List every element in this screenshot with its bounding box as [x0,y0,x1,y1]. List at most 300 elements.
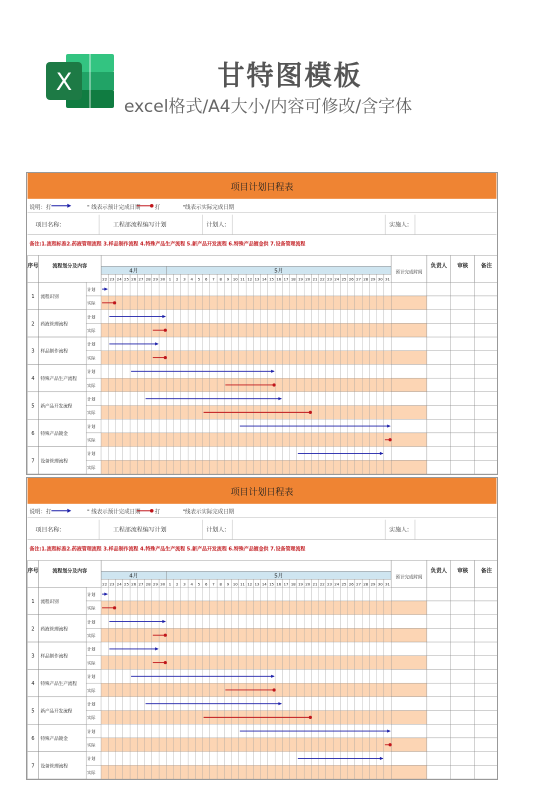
day-grid-cell [224,628,231,642]
day-grid-cell [311,642,318,656]
legend-actual-text: "线表示实际完成日期 [182,204,235,211]
day-grid-cell [188,765,195,779]
day-grid-cell [210,765,217,779]
task-name: 样品制作流程 [40,654,68,660]
day-grid-cell [123,656,130,670]
expected-header-cell [391,255,427,282]
day-grid-cell [282,615,289,629]
day-grid-cell [355,711,362,725]
expected-cell [391,628,427,642]
day-grid-cell [217,752,224,766]
expected-cell [391,656,427,670]
day-grid-cell [232,615,239,629]
day-grid-cell [239,351,246,365]
day-grid-cell [166,406,173,420]
day-grid-cell [355,392,362,406]
day-grid-cell [377,669,384,683]
day-grid-cell [116,656,123,670]
day-grid-cell [101,378,108,392]
day-grid-cell [311,587,318,601]
day-grid-cell [116,282,123,296]
side-cell [475,310,497,324]
day-label: 28 [363,277,369,282]
side-cell [427,351,451,365]
side-cell [475,406,497,420]
day-grid-cell [210,351,217,365]
day-grid-cell [232,447,239,461]
day-grid-cell [290,765,297,779]
day-label: 27 [138,582,144,587]
day-grid-cell [232,587,239,601]
day-grid-cell [268,433,275,447]
day-label: 26 [348,582,354,587]
day-label: 17 [283,277,289,282]
day-grid-cell [181,656,188,670]
day-grid-cell [145,419,152,433]
day-label: 30 [160,582,166,587]
actual-dot [164,661,167,664]
day-grid-cell [145,282,152,296]
plan-type-label: 计划 [87,756,96,762]
day-grid-cell [275,296,282,310]
day-grid-cell [188,323,195,337]
day-grid-cell [116,460,123,474]
day-grid-cell [275,656,282,670]
day-grid-cell [261,752,268,766]
day-grid-cell [130,738,137,752]
plan-type-label: 计划 [87,728,96,734]
day-grid-cell [232,765,239,779]
day-grid-cell [101,460,108,474]
day-grid-cell [159,752,166,766]
day-grid-cell [203,378,210,392]
day-grid-cell [123,628,130,642]
day-grid-cell [137,656,144,670]
day-grid-cell [253,601,260,615]
day-grid-cell [108,724,115,738]
day-grid-cell [174,310,181,324]
day-grid-cell [152,296,159,310]
day-grid-cell [290,601,297,615]
day-label: 16 [276,277,282,282]
svg-text:X: X [55,68,73,96]
day-grid-cell [282,738,289,752]
side-cell [427,697,451,711]
day-grid-cell [145,738,152,752]
day-label: 10 [232,277,238,282]
day-grid-cell [261,656,268,670]
day-grid-cell [333,615,340,629]
day-grid-cell [239,765,246,779]
day-grid-cell [210,282,217,296]
day-label: 2 [176,582,179,587]
day-grid-cell [319,433,326,447]
day-grid-cell [152,601,159,615]
day-grid-cell [239,447,246,461]
day-grid-cell [282,628,289,642]
day-grid-cell [232,282,239,296]
day-grid-cell [261,460,268,474]
day-grid-cell [217,296,224,310]
day-grid-cell [152,406,159,420]
day-grid-cell [174,351,181,365]
day-grid-cell [304,697,311,711]
day-grid-cell [275,282,282,296]
day-grid-cell [333,628,340,642]
plan-type-label: 计划 [87,451,96,457]
day-grid-cell [101,642,108,656]
day-grid-cell [275,601,282,615]
day-label: 23 [109,582,115,587]
day-grid-cell [159,296,166,310]
side-cell [475,433,497,447]
day-grid-cell [297,765,304,779]
day-grid-cell [232,433,239,447]
day-grid-cell [101,615,108,629]
day-grid-cell [224,642,231,656]
side-cell [427,738,451,752]
day-grid-cell [362,296,369,310]
day-grid-cell [210,683,217,697]
day-grid-cell [369,406,376,420]
side-cell [451,406,475,420]
day-grid-cell [152,460,159,474]
day-grid-cell [130,711,137,725]
actual-dot [273,688,276,691]
day-grid-cell [217,310,224,324]
day-grid-cell [116,419,123,433]
day-label: 21 [312,277,318,282]
day-grid-cell [108,711,115,725]
day-grid-cell [340,296,347,310]
month-label: 4月 [129,573,139,580]
day-label: 18 [290,582,296,587]
day-grid-cell [311,601,318,615]
plan-type-label: 计划 [87,674,96,680]
day-label: 25 [124,277,129,282]
day-grid-cell [116,296,123,310]
day-grid-cell [268,282,275,296]
day-grid-cell [152,587,159,601]
day-grid-cell [348,587,355,601]
actual-type-label: 实际 [87,464,96,470]
day-grid-cell [319,337,326,351]
day-label: 24 [116,277,122,282]
day-grid-cell [326,615,333,629]
day-grid-cell [282,601,289,615]
day-grid-cell [101,323,108,337]
day-grid-cell [355,683,362,697]
day-grid-cell [137,724,144,738]
legend-plan-text: " 线表示预计完成日期 [87,204,141,211]
day-grid-cell [217,460,224,474]
day-grid-cell [355,282,362,296]
day-grid-cell [116,587,123,601]
day-grid-cell [384,752,391,766]
day-grid-cell [311,433,318,447]
day-grid-cell [166,656,173,670]
day-label: 29 [153,582,158,587]
day-grid-cell [108,765,115,779]
day-grid-cell [123,601,130,615]
day-grid-cell [282,656,289,670]
day-grid-cell [377,296,384,310]
day-grid-cell [333,323,340,337]
task-no: 4 [31,376,35,383]
day-grid-cell [340,656,347,670]
day-grid-cell [152,282,159,296]
day-grid-cell [195,378,202,392]
day-grid-cell [333,642,340,656]
owner-header: 负责人 [430,263,448,270]
day-label: 23 [327,277,332,282]
day-grid-cell [239,587,246,601]
day-grid-cell [159,337,166,351]
day-grid-cell [333,337,340,351]
day-grid-cell [181,296,188,310]
day-grid-cell [123,697,130,711]
day-grid-cell [101,683,108,697]
gantt-header-bg [101,560,391,571]
day-label: 7 [212,582,215,587]
day-grid-cell [130,724,137,738]
side-cell [451,378,475,392]
day-grid-cell [239,296,246,310]
day-label: 31 [385,582,390,587]
day-grid-cell [311,310,318,324]
day-grid-cell [166,587,173,601]
actual-dot [389,743,392,746]
day-grid-cell [195,601,202,615]
day-grid-cell [340,601,347,615]
day-grid-cell [145,601,152,615]
day-grid-cell [181,419,188,433]
day-grid-cell [203,282,210,296]
day-grid-cell [333,460,340,474]
day-label: 18 [290,277,296,282]
day-grid-cell [369,738,376,752]
day-grid-cell [369,656,376,670]
day-grid-cell [297,615,304,629]
day-grid-cell [130,323,137,337]
day-grid-cell [195,433,202,447]
day-grid-cell [290,296,297,310]
day-grid-cell [348,642,355,656]
side-cell [475,628,497,642]
day-grid-cell [188,337,195,351]
day-grid-cell [123,433,130,447]
day-grid-cell [159,683,166,697]
actual-type-label: 实际 [87,410,96,416]
side-cell [475,351,497,365]
day-grid-cell [108,378,115,392]
day-grid-cell [116,601,123,615]
day-grid-cell [130,296,137,310]
day-grid-cell [123,406,130,420]
plan-type-label: 计划 [87,286,96,292]
day-grid-cell [304,738,311,752]
day-grid-cell [174,337,181,351]
day-grid-cell [159,724,166,738]
actual-type-label: 实际 [87,742,96,748]
day-grid-cell [319,310,326,324]
day-grid-cell [239,433,246,447]
day-grid-cell [304,364,311,378]
task-no: 3 [31,653,35,660]
day-grid-cell [326,738,333,752]
task-no: 4 [31,681,35,688]
day-grid-cell [384,323,391,337]
day-grid-cell [210,656,217,670]
day-grid-cell [282,697,289,711]
day-grid-cell [369,697,376,711]
day-grid-cell [232,724,239,738]
day-grid-cell [282,642,289,656]
day-grid-cell [130,433,137,447]
day-grid-cell [355,460,362,474]
day-grid-cell [384,447,391,461]
day-grid-cell [340,351,347,365]
day-label: 22 [319,582,325,587]
day-grid-cell [166,601,173,615]
day-grid-cell [195,752,202,766]
day-grid-cell [282,296,289,310]
day-grid-cell [145,296,152,310]
day-grid-cell [210,323,217,337]
task-name: 特殊产品镀金 [40,431,68,437]
day-label: 31 [385,277,390,282]
day-grid-cell [181,447,188,461]
day-grid-cell [137,323,144,337]
day-grid-cell [275,310,282,324]
day-label: 23 [327,582,332,587]
day-grid-cell [268,738,275,752]
day-grid-cell [137,419,144,433]
side-cell [427,296,451,310]
day-grid-cell [116,433,123,447]
day-grid-cell [174,323,181,337]
day-grid-cell [210,378,217,392]
day-grid-cell [152,378,159,392]
day-grid-cell [319,642,326,656]
day-grid-cell [239,656,246,670]
day-grid-cell [101,419,108,433]
day-grid-cell [297,364,304,378]
day-grid-cell [384,697,391,711]
day-label: 21 [312,582,318,587]
side-cell [451,323,475,337]
day-grid-cell [188,447,195,461]
day-grid-cell [224,587,231,601]
day-label: 29 [370,582,376,587]
day-grid-cell [355,296,362,310]
day-grid-cell [203,447,210,461]
actual-type-label: 实际 [87,327,96,333]
actual-dot [113,301,116,304]
day-label: 3 [183,582,186,587]
day-grid-cell [275,337,282,351]
expected-cell [391,683,427,697]
day-grid-cell [311,282,318,296]
day-label: 8 [219,582,222,587]
day-grid-cell [333,378,340,392]
day-grid-cell [246,615,253,629]
day-grid-cell [210,628,217,642]
day-label: 2 [176,277,179,282]
day-grid-cell [174,615,181,629]
side-cell [451,460,475,474]
plan-legend-arrowhead [67,509,71,513]
day-grid-cell [181,752,188,766]
day-grid-cell [152,419,159,433]
day-grid-cell [159,765,166,779]
day-grid-cell [297,392,304,406]
day-grid-cell [224,337,231,351]
day-grid-cell [348,392,355,406]
day-grid-cell [340,323,347,337]
day-grid-cell [159,433,166,447]
day-label: 25 [341,582,347,587]
side-cell [427,601,451,615]
day-label: 14 [261,582,267,587]
gantt-sheet-1 [26,172,498,475]
day-grid-cell [297,337,304,351]
day-grid-cell [174,460,181,474]
task-no: 5 [31,403,35,410]
day-grid-cell [268,310,275,324]
day-grid-cell [101,724,108,738]
day-grid-cell [210,296,217,310]
side-cell [475,724,497,738]
day-grid-cell [188,587,195,601]
day-grid-cell [282,282,289,296]
actual-type-label: 实际 [87,632,96,638]
day-grid-cell [290,669,297,683]
day-grid-cell [355,615,362,629]
day-grid-cell [159,406,166,420]
day-grid-cell [261,447,268,461]
day-grid-cell [297,310,304,324]
day-grid-cell [195,310,202,324]
day-grid-cell [145,323,152,337]
day-grid-cell [333,282,340,296]
day-grid-cell [275,615,282,629]
day-grid-cell [384,656,391,670]
day-grid-cell [181,323,188,337]
day-grid-cell [340,282,347,296]
day-grid-cell [369,296,376,310]
side-cell [451,419,475,433]
day-grid-cell [311,337,318,351]
day-grid-cell [123,752,130,766]
day-grid-cell [275,460,282,474]
day-grid-cell [355,323,362,337]
day-grid-cell [137,282,144,296]
remark-header: 备注 [481,568,492,575]
day-grid-cell [210,460,217,474]
day-grid-cell [203,601,210,615]
day-grid-cell [108,587,115,601]
day-grid-cell [355,406,362,420]
day-grid-cell [304,392,311,406]
day-grid-cell [319,460,326,474]
day-grid-cell [174,656,181,670]
day-grid-cell [195,337,202,351]
side-cell [475,765,497,779]
day-grid-cell [282,323,289,337]
day-grid-cell [348,460,355,474]
day-grid-cell [326,296,333,310]
